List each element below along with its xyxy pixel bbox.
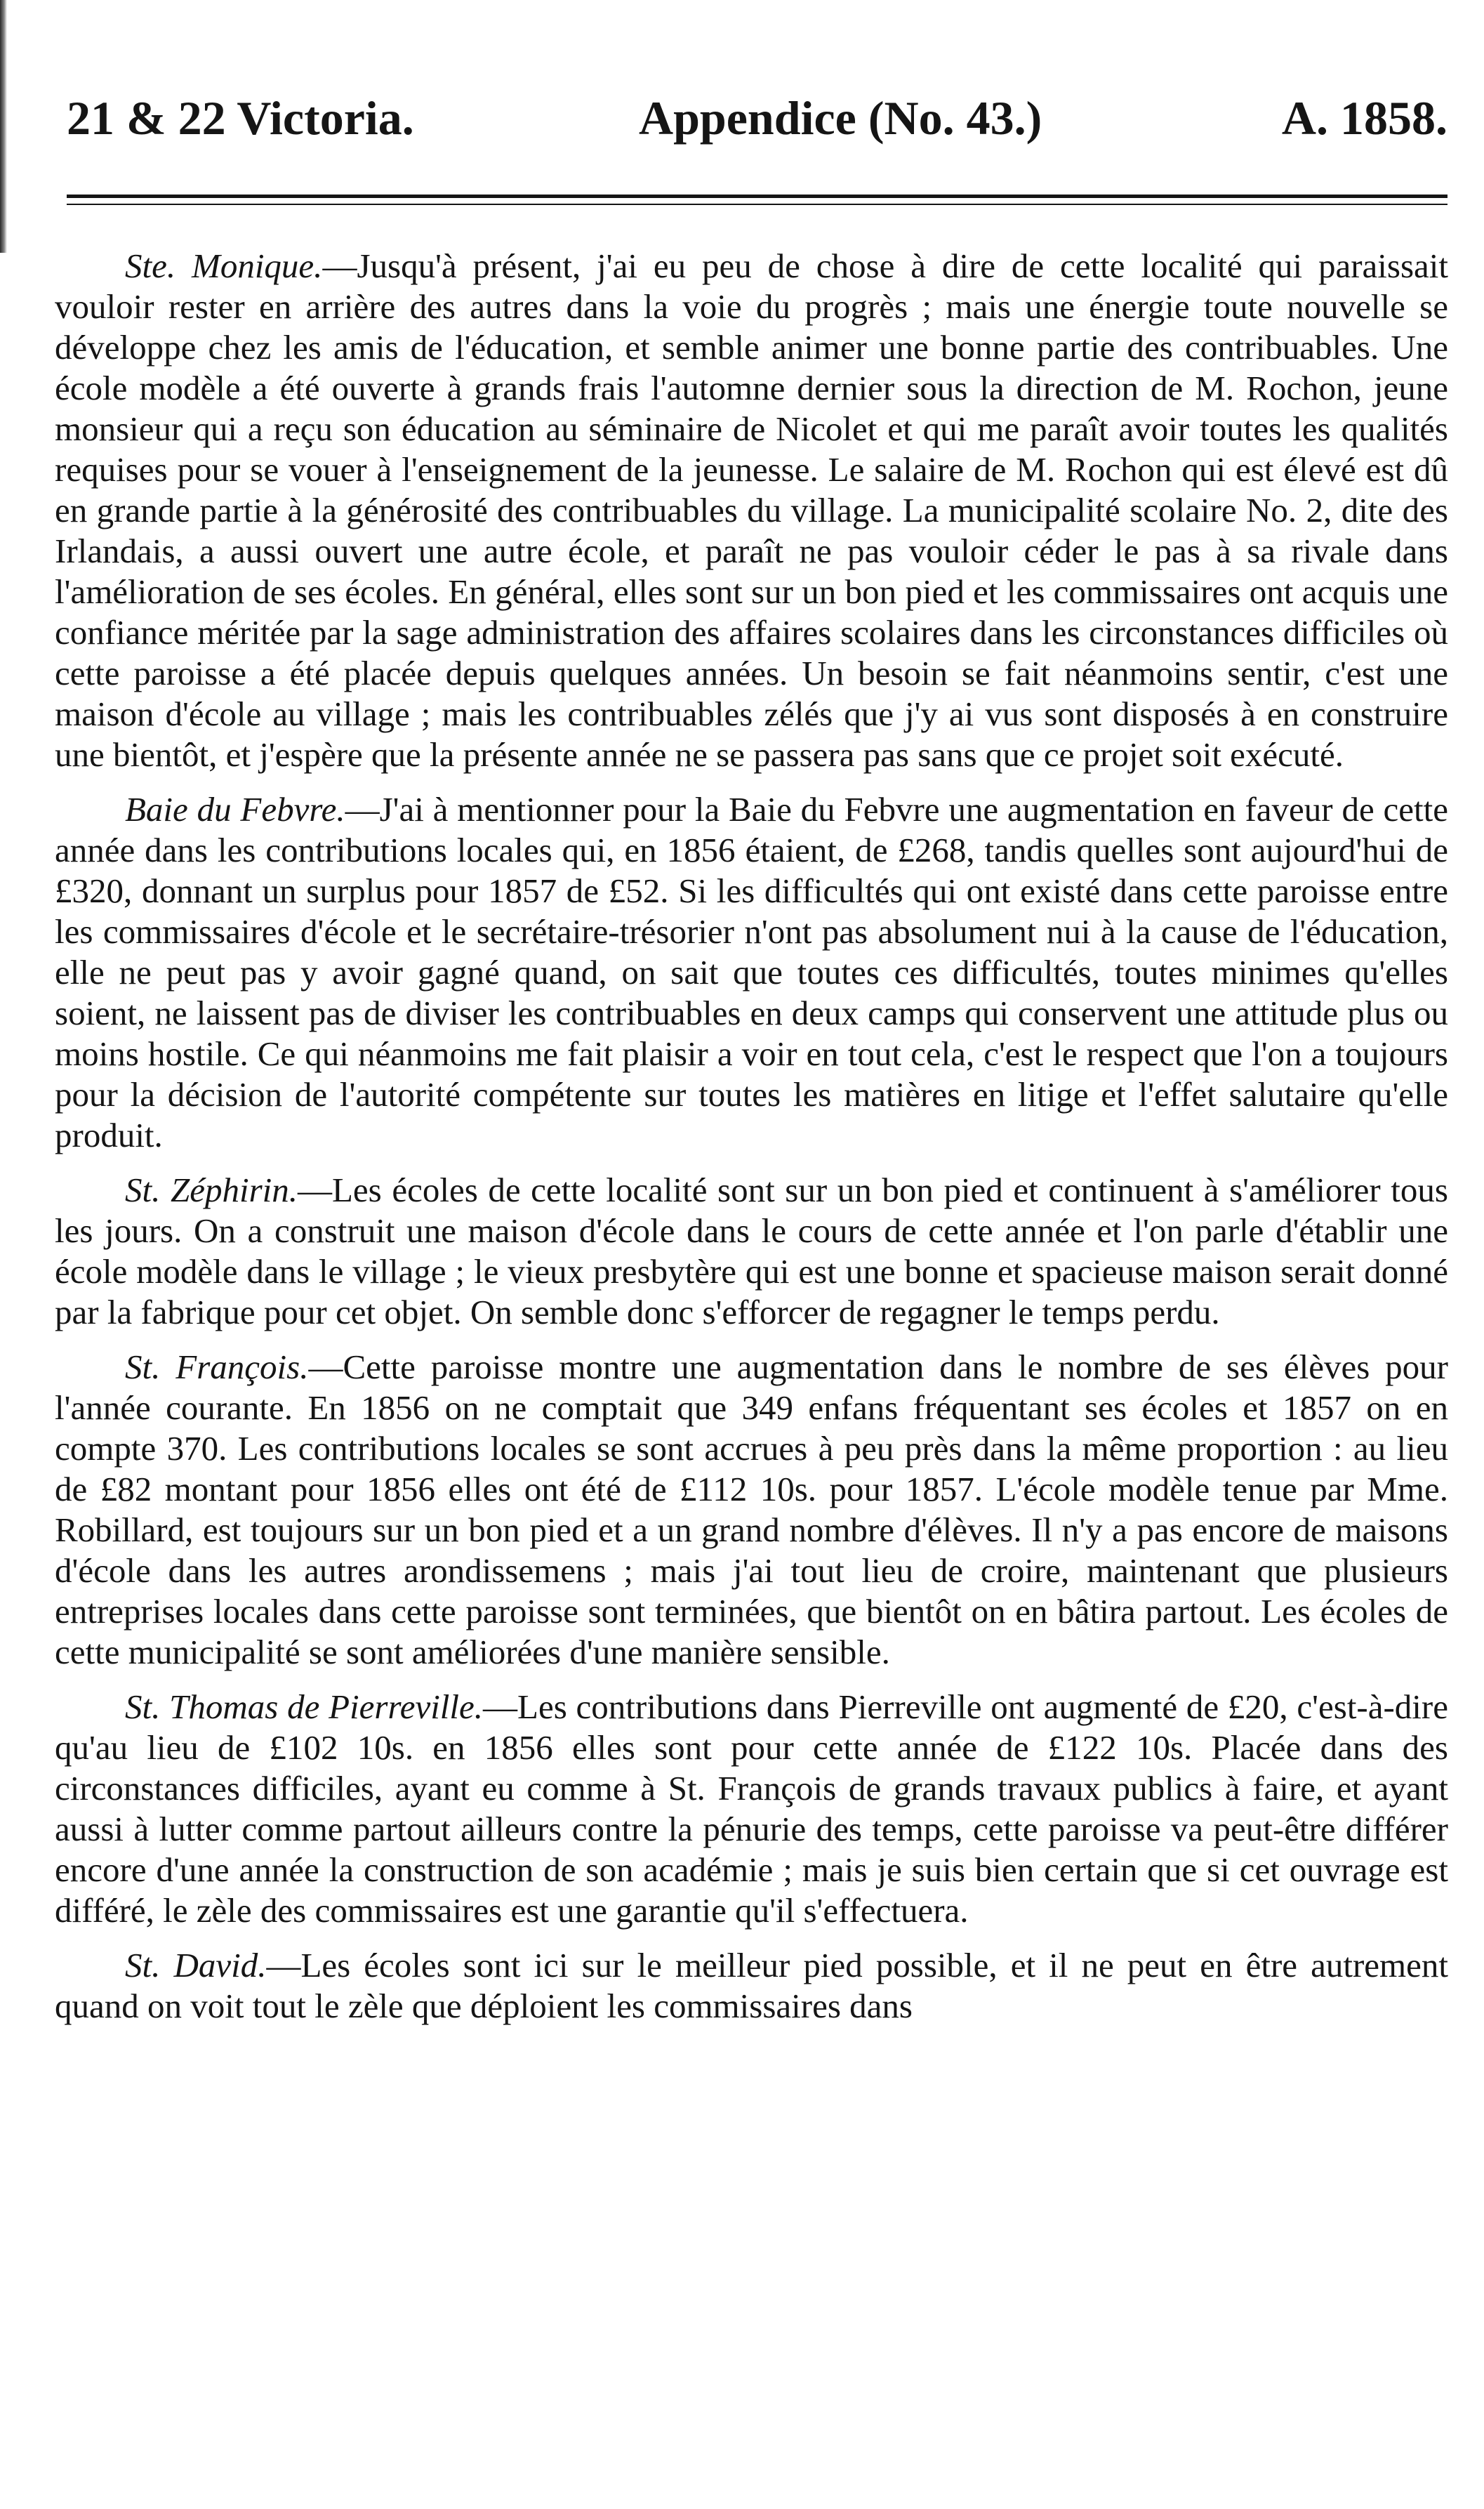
paragraph-text: —Cette paroisse montre une augmentation dans le nombre de ses élèves pour l'année courante. En 1856 on ne comptait que 349 enfans fréquentant ses écoles et 1857 on en compte 370. Les contributions locales se sont accrues à peu près dans la même proportion : au lieu de £82 montant pour 1856 elles ont été de £112 10s. pour 1857. L'école modèle tenue par Mme. Robillard, est toujours sur un bon pied et a un grand nombre d'élèves. Il n'y a pas encore de maisons d'école dans les autres arondissemens ; mais j'ai tout lieu de croire, maintenant que plusieurs entreprises locales dans cette paroisse sont terminées, que bientôt on en bâtira partout. Les écoles de cette municipalité se sont améliorées d'une manière sensible. bbox=[55, 1348, 1448, 1671]
header-volume: 21 & 22 Victoria. bbox=[67, 91, 414, 145]
header-rule-thin bbox=[67, 204, 1447, 205]
paragraph-text: —Les contributions dans Pierreville ont augmenté de £20, c'est-à-dire qu'au lieu de £102 10s. en 1856 elles sont pour cette année de £122 10s. Placée dans des circonstances difficiles, ayant eu comme à St. François de grands travaux publics à faire, et ayant aussi à lutter comme partout ailleurs contre la pénurie des temps, cette paroisse va peut-être différer encore d'une année la construction de son académie ; mais je suis bien certain que si cet ouvrage est différé, le zèle des commissaires est une garantie qu'il s'effectuera. bbox=[55, 1687, 1448, 1930]
header-year: A. 1858. bbox=[1281, 91, 1447, 145]
paragraph-st-francois bbox=[55, 1347, 1448, 1673]
running-header bbox=[67, 83, 1447, 153]
header-rule-thick bbox=[67, 195, 1447, 198]
header-appendix: Appendice (No. 43.) bbox=[639, 91, 1042, 145]
paragraph-text: —J'ai à mentionner pour la Baie du Febvre une augmentation en faveur de cette année dans les contributions locales qui, en 1856 étaient, de £268, tandis quelles sont aujourd'hui de £320, donnant un surplus pour 1857 de £52. Si les difficultés qui ont existé dans cette paroisse entre les commissaires d'école et le secrétaire-trésorier n'ont pas absolument nui à la cause de l'éducation, elle ne peut pas y avoir gagné quand, on sait que toutes ces difficultés, toutes minimes qu'elles soient, ne laissent pas de diviser les contribuables en deux camps qui conservent une attitude plus ou moins hostile. Ce qui néanmoins me fait plaisir a voir en tout cela, c'est le respect que l'on a toujours pour la décision de l'autorité compétente sur toutes les matières en litige et l'effet salutaire qu'elle produit. bbox=[55, 790, 1448, 1154]
paragraph-heading: Ste. Monique. bbox=[125, 246, 323, 285]
paragraph-heading: Baie du Febvre. bbox=[125, 790, 345, 829]
paragraph-st-zephirin bbox=[55, 1170, 1448, 1333]
paragraph-text: —Les écoles sont ici sur le meilleur pied possible, et il ne peut en être autrement quand on voit tout le zèle que déploient les commissaires dans bbox=[55, 1946, 1448, 2025]
paragraph-heading: St. François. bbox=[125, 1348, 309, 1386]
paragraph-baie-du-febvre bbox=[55, 789, 1448, 1156]
paragraph-text: —Les écoles de cette localité sont sur un bon pied et continuent à s'améliorer tous les jours. On a construit une maison d'école dans le cours de cette année et l'on parle d'établir une école modèle dans le village ; le vieux presbytère qui est une bonne et spacieuse maison serait donné par la fabrique pour cet objet. On semble donc s'efforcer de regagner le temps perdu. bbox=[55, 1171, 1448, 1331]
report-body bbox=[55, 246, 1448, 2041]
paragraph-heading: St. Thomas de Pierreville. bbox=[125, 1687, 484, 1726]
paragraph-heading: St. Zéphirin. bbox=[125, 1171, 298, 1209]
paragraph-st-thomas-de-pierreville bbox=[55, 1687, 1448, 1931]
paragraph-text: —Jusqu'à présent, j'ai eu peu de chose à dire de cette localité qui paraissait vouloir rester en arrière des autres dans la voie du progrès ; mais une énergie toute nouvelle se développe chez les amis de l'éducation, et semble animer une bonne partie des contribuables. Une école modèle a été ouverte à grands frais l'automne dernier sous la direction de M. Rochon, jeune monsieur qui a reçu son éducation au séminaire de Nicolet et qui me paraît avoir toutes les qualités requises pour se vouer à l'enseignement de la jeunesse. Le salaire de M. Rochon qui est élevé est dû en grande partie à la générosité des contribuables du village. La municipalité scolaire No. 2, dite des Irlandais, a aussi ouvert une autre école, et paraît ne pas vouloir céder le pas à sa rivale dans l'amélioration de ses écoles. En général, elles sont sur un bon pied et les commissaires ont acquis une confiance méritée par la sage administration des affaires scolaires dans les circonstances difficiles où cette paroisse a été placée depuis quelques années. Un besoin se fait néanmoins sentir, c'est une maison d'école au village ; mais les contribuables zélés que j'y ai vus sont disposés à en construire une bientôt, et j'espère que la présente année ne se passera pas sans que ce projet soit exécuté. bbox=[55, 246, 1448, 774]
paragraph-ste-monique bbox=[55, 246, 1448, 775]
paragraph-heading: St. David. bbox=[125, 1946, 267, 1984]
page-binding-edge bbox=[0, 0, 7, 253]
paragraph-st-david bbox=[55, 1945, 1448, 2027]
